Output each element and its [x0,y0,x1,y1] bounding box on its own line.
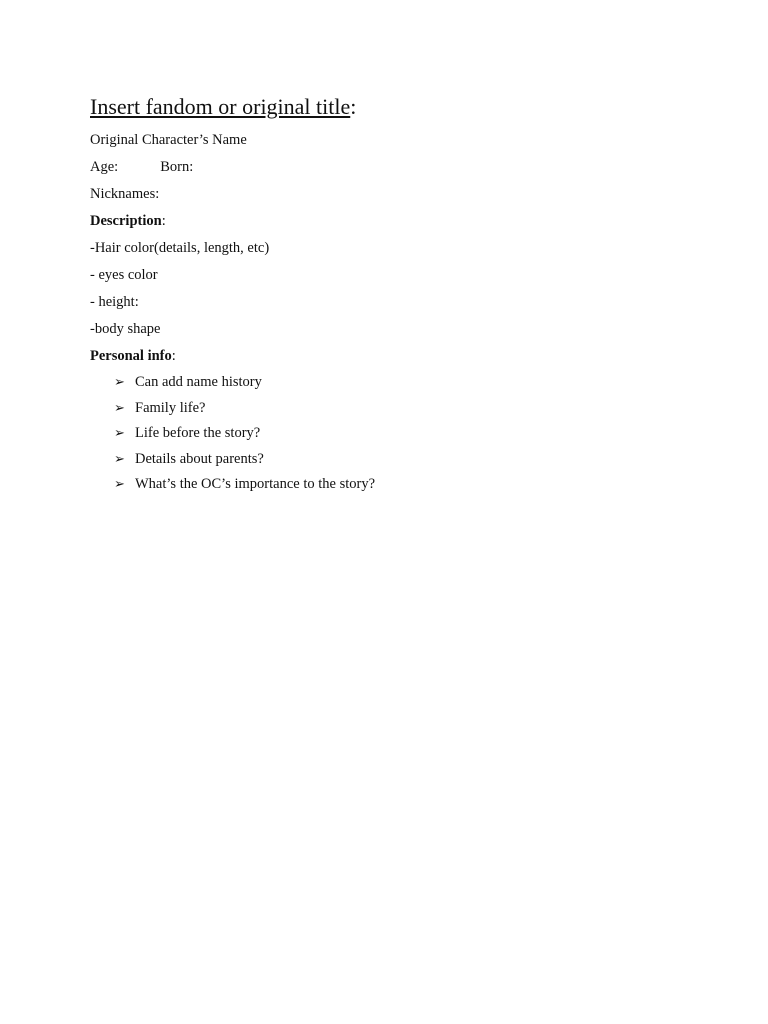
description-item-hair: -Hair color(details, length, etc) [90,240,270,256]
arrowhead-bullet-icon: ➢ [114,477,125,492]
document-title [90,93,690,121]
list-item [114,447,690,473]
personal-info-heading [90,343,690,370]
description-heading-text: Description [90,213,162,229]
list-item-text: What’s the OC’s importance to the story? [135,476,376,492]
arrowhead-bullet-icon: ➢ [114,451,125,467]
document-page [90,93,690,498]
list-item-text: Family life? [135,399,206,416]
list-item-text: Life before the story? [135,425,261,441]
list-item-text: Details about parents? [135,450,264,467]
description-heading [90,208,690,235]
personal-info-colon: : [171,348,176,364]
description-item-height: - height: [90,294,139,310]
list-item-text: Can add name history [135,374,262,390]
personal-info-list [90,370,690,498]
age-label: Age: [90,159,119,175]
age-born-row [90,154,690,181]
nicknames-line: Nicknames: [90,186,160,202]
arrowhead-bullet-icon: ➢ [114,400,125,416]
title-colon: : [350,94,357,119]
personal-info-heading-text: Personal info [90,348,172,364]
character-name-line: Original Character’s Name [90,132,247,148]
list-item [114,421,690,447]
fandom-title: Insert fandom or original title [90,94,351,119]
born-label: Born: [160,159,194,175]
description-item-body: -body shape [90,321,161,337]
arrowhead-bullet-icon: ➢ [114,375,125,390]
list-item [114,396,690,422]
description-colon: : [161,213,166,229]
list-item [114,370,690,396]
arrowhead-bullet-icon: ➢ [114,426,125,441]
list-item [114,472,690,498]
description-item-eyes: - eyes color [90,267,158,283]
